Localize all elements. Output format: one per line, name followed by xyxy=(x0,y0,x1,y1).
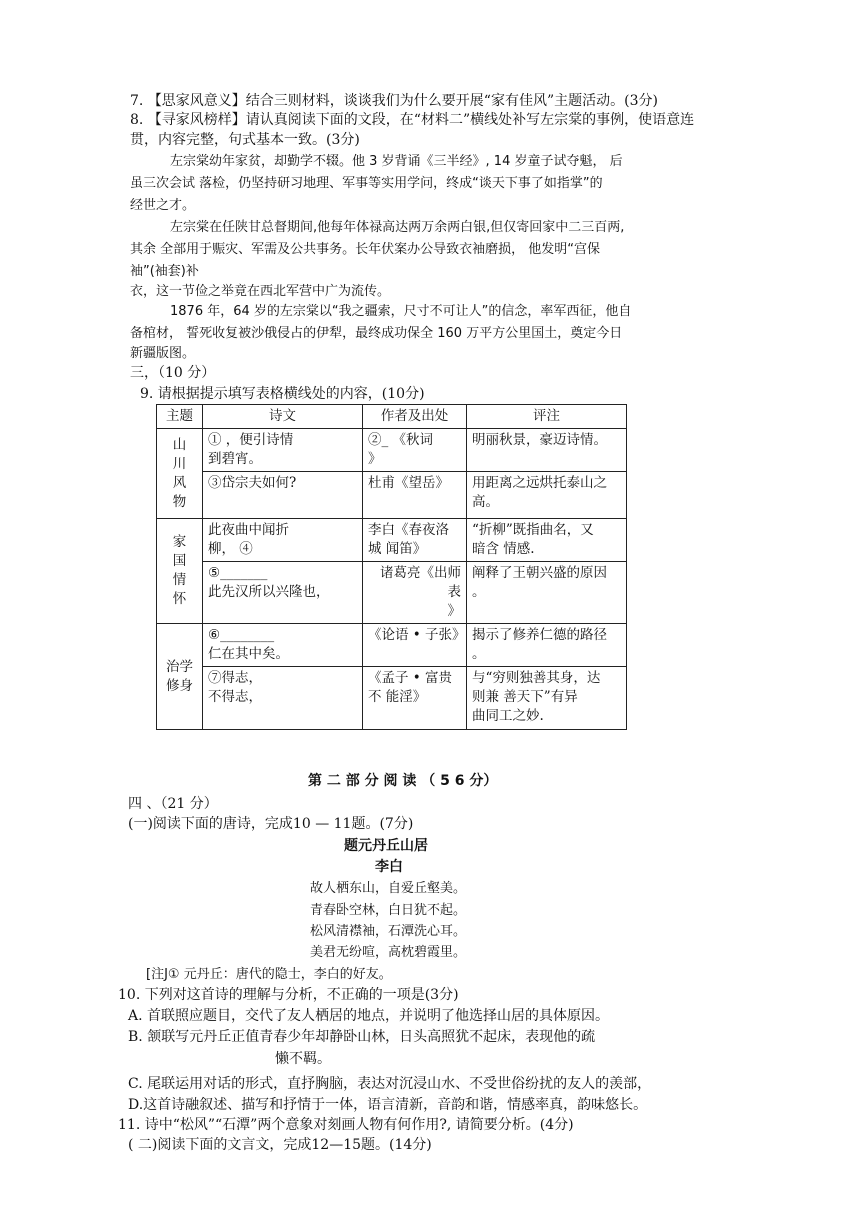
poem-line-4: 美君无纷喧，高枕碧霞里。 xyxy=(310,945,467,960)
theme-cell: 家 国 情 怀 xyxy=(157,519,203,624)
part-2-title: 第 二 部 分 阅 读 （ 5 6 分） xyxy=(308,773,498,789)
subsection-2: ( 二)阅读下面的文言文，完成12—15题。(14分) xyxy=(128,1137,432,1153)
table-row xyxy=(157,519,627,562)
poem-cell[interactable]: ⑥________ 仁在其中矣。 xyxy=(203,624,363,667)
option-b-line1: B. 颔联写元丹丘正值青春少年却静卧山林，日头高照犹不起床，表现他的疏 xyxy=(128,1029,596,1045)
passage-p1-line3: 经世之才。 xyxy=(130,198,196,213)
passage-p3-line3: 新疆版图。 xyxy=(130,346,196,361)
poem-cell[interactable]: 此夜曲中闻折 柳， ④ xyxy=(203,519,363,562)
question-7: 7. 【思家风意义】结合三则材料，谈谈我们为什么要开展“家有佳风”主题活动。(3分) xyxy=(130,93,658,109)
table-row xyxy=(157,429,627,472)
author-cell: 《论语 • 子张》 xyxy=(363,624,467,667)
poem-footnote: [注J① 元丹丘：唐代的隐士，李白的好友。 xyxy=(146,967,392,982)
table-row xyxy=(157,562,627,624)
author-cell: 《孟子 • 富贵 不 能淫》 xyxy=(363,667,467,730)
passage-p3-line2: 备棺材， 誓死收复被沙俄侵占的伊犁，最终成功保全 160 万平方公里国土，奠定今日 xyxy=(130,326,623,341)
option-a: A. 首联照应题目，交代了友人栖居的地点，并说明了他选择山居的具体原因。 xyxy=(128,1008,610,1024)
question-10: 10. 下列对这首诗的理解与分析，不正确的一项是(3分) xyxy=(118,987,459,1003)
poem-line-2: 青春卧空林，白日犹不起。 xyxy=(310,903,467,918)
header-poem: 诗文 xyxy=(203,405,363,429)
passage-p3-line1: 1876 年，64 岁的左宗棠以“我之疆索，尺寸不可让人”的信念，率军西征，他自 xyxy=(170,304,632,319)
section-3-heading: 三，（10 分） xyxy=(130,365,216,381)
poem-cell[interactable]: ① ，便引诗情 到碧宵。 xyxy=(203,429,363,472)
poetry-table xyxy=(156,404,627,730)
poem-title: 题元丹丘山居 xyxy=(344,838,428,854)
table-header-row xyxy=(157,405,627,429)
theme-cell: 山 川 风 物 xyxy=(157,429,203,519)
question-9: 9. 请根据提示填写表格横线处的内容，(10分) xyxy=(140,386,425,402)
passage-p2-line4: 衣，这一节俭之举竟在西北军营中广为流传。 xyxy=(130,284,391,299)
option-c: C. 尾联运用对话的形式，直抒胸脑，表达对沉浸山水、不受世俗纷扰的友人的羡部， xyxy=(128,1076,652,1092)
passage-p2-line2: 其余 全部用于赈灾、军需及公共事务。长年伏案办公导致衣袖磨损， 他发明“宫保 xyxy=(130,242,601,257)
table-row xyxy=(157,624,627,667)
poem-line-3: 松风清襟袖，石潭洗心耳。 xyxy=(310,924,467,939)
option-b-line2: 懒不羁。 xyxy=(275,1051,331,1067)
question-8-line2: 贯，内容完整，句式基本一致。(3分) xyxy=(130,132,360,148)
note-cell: 与“穷则独善其身，达 则兼 善天下”有异 曲同工之妙. xyxy=(467,667,627,730)
header-author: 作者及出处 xyxy=(363,405,467,429)
theme-cell: 治学 修身 xyxy=(157,624,203,730)
author-cell[interactable]: ②_ 《秋词 》 xyxy=(363,429,467,472)
passage-p1-line1: 左宗棠幼年家贫，却勤学不辍。他 3 岁背诵《三半经》, 14 岁童子试夺魁， 后 xyxy=(170,154,623,169)
poem-line-1: 故人栖东山，自爱丘壑美。 xyxy=(310,881,467,896)
question-8-line1: 8. 【寻家风榜样】请认真阅读下面的文段，在“材料二”横线处补写左宗棠的事例，使语意连 xyxy=(130,112,695,128)
passage-p1-line2: 虽三次会试 落检，仍坚持研习地理、军事等实用学问，终成“谈天下事了如指掌”的 xyxy=(130,176,603,191)
header-note: 评注 xyxy=(467,405,627,429)
section-4-heading: 四 、（21 分） xyxy=(128,796,218,812)
note-cell: “折柳”既指曲名，又 暗含 情感. xyxy=(467,519,627,562)
option-d: D.这首诗融叙述、描写和抒情于一体，语言清新，音韵和谐，情感率真，韵味悠长。 xyxy=(128,1097,648,1113)
author-cell: 杜甫《望岳》 xyxy=(363,472,467,519)
note-cell: 明丽秋景，豪迈诗情。 xyxy=(467,429,627,472)
table-row xyxy=(157,667,627,730)
poem-cell[interactable]: ⑦得志， 不得志， xyxy=(203,667,363,730)
note-cell: 用距离之远烘托泰山之 高。 xyxy=(467,472,627,519)
poem-cell[interactable]: ⑤_______ 此先汉所以兴隆也， xyxy=(203,562,363,624)
header-theme: 主题 xyxy=(157,405,203,429)
subsection-1: (一)阅读下面的唐诗，完成10 — 11题。(7分) xyxy=(128,816,414,832)
author-cell: 诸葛亮《出师表 》 xyxy=(363,562,467,624)
question-11: 11. 诗中“松风”“石潭”两个意象对刻画人物有何作用?, 请简要分析。(4分) xyxy=(118,1117,574,1133)
passage-p2-line3: 袖”(袖套)补 xyxy=(130,264,199,279)
note-cell: 阐释了王朝兴盛的原因 。 xyxy=(467,562,627,624)
author-cell: 李白《春夜洛 城 闻笛》 xyxy=(363,519,467,562)
passage-p2-line1: 左宗棠在任陕甘总督期间,他每年体禄高达两万余两白银,但仅寄回家中二三百两, xyxy=(170,220,625,235)
table-row xyxy=(157,472,627,519)
poem-cell[interactable]: ③岱宗夫如何? xyxy=(203,472,363,519)
note-cell: 揭示了修养仁德的路径 。 xyxy=(467,624,627,667)
poem-author: 李白 xyxy=(375,859,403,875)
